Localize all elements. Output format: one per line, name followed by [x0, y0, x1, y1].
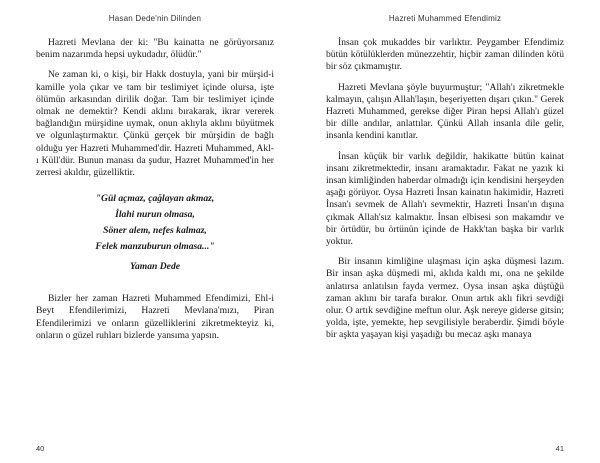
paragraph: İnsan çok mukaddes bir varlıktır. Peygamber Efendimiz bütün kötülüklerden münezzehtir, hiçbir zaman dilinden kötü bir söz çıkmamıştır.: [326, 37, 564, 73]
left-body-text-bottom: [36, 293, 274, 342]
poem-author: Yaman Dede: [129, 261, 180, 273]
right-body-text: [326, 37, 564, 342]
paragraph: Bizler her zaman Hazreti Muhammed Efendimizi, Ehl-i Beyt Efendilerimizi, Hazreti Mevlana'mızı, Piran Efendilerimizi ve onların güzelliklerini zikretmekteyiz ki, onların o güzel ruhları bizlerde yansıma yapsın.: [36, 293, 274, 341]
poem-line: İlahi nurun olmasa,: [115, 209, 195, 221]
right-page: [300, 0, 600, 463]
poem-line: Söner alem, nefes kalmaz,: [103, 225, 207, 237]
paragraph: İnsan küçük bir varlık değildir, hakikatte bütün kainat insanı zikretmektedir, insanı aramaktadır. Fakat ne yazık ki insan kimliğinden haberdar olmadığı için kendisini herşeyden aşağı görüyor. Oysa Hazreti İnsan kainatın hakimidir, Hazreti İnsan'ı sevmek de Allah'ı sevmektir, Hazreti İnsan'ın dışına çıkmak Allah'sız kalmaktır. İnsan elbisesi son makamdır ve bir örtüdür, bu örtünün içinde de Hakk'tan başka bir varlık yoktur.: [326, 150, 564, 248]
right-page-number: 41: [555, 444, 564, 453]
poem-line: Felek manzuburun olmasa...": [95, 241, 215, 253]
right-running-head: Hazreti Muhammed Efendimiz: [388, 14, 502, 23]
poem-quote: [36, 191, 274, 275]
paragraph: Hazreti Mevlana şöyle buyurmuştur; "Allah'ı zikretmekle kalmayın, çalışın Allah'laşın, beşeriyetten dışarı çıkın." Gerek Hazreti Muhammed, gerekse diğer Piran hepsi Allah'ı güzel bir dille andılar, anlattılar. Çünkü Allah insanla dile gelir, insanla kendini kanıtlar.: [326, 81, 564, 142]
poem-line: "Gül açmaz, çağlayan akmaz,: [95, 193, 215, 205]
left-page-number: 40: [36, 444, 45, 453]
left-body-text: [36, 37, 274, 179]
paragraph: Bir insanın kimliğine ulaşması için aşka düşmesi lazım. Bir insan aşka düşmedi mi, aklıda kaldı mı, ona ne şekilde anlatırsa anlatılsın fayda vermez. Oysa insan aşka düştüğü zaman aklını bir tarafa bırakır. Onun artık aklı fikri sevdiği olur. O artık sevdiğine meftun olur. Aşk nereye giderse gitsin; yolda, işte, yemekte, hep sevgilisiyle beraberdir. Şimdi böyle bir aşkta yaşayan kişi yaşadığı bu mecaz aşkı manaya: [326, 256, 564, 341]
left-running-head: Hasan Dede'nin Dilinden: [108, 14, 202, 23]
paragraph: Ne zaman ki, o kişi, bir Hakk dostuyla, yani bir mürşid-i kamille yola çıkar ve tam bir teslimiyet içinde olursa, işte ölümün arkasından dirilik doğar. Tam bir teslimiyet içinde olmak ne demektir? Kendi aklını bırakarak, ikrar vererek bağlandığın mürşidine uymak, onun aklıyla aklını büyütmek ve olgunlaştırmaktır. Çünkü gerçek bir mürşidin de bağlı olduğu yer Hazreti Muhammed'dir. Hazreti Muhammed, Akl-ı Küll'dür. Bunun manası da şudur, Hazret Muhammed'in her zerresi akıldır, güzelliktir.: [36, 69, 274, 179]
paragraph: Hazreti Mevlana der ki: "Bu kainatta ne görüyorsanız benim nazarımda hepsi uykudadır, ölüdür.": [36, 37, 274, 61]
